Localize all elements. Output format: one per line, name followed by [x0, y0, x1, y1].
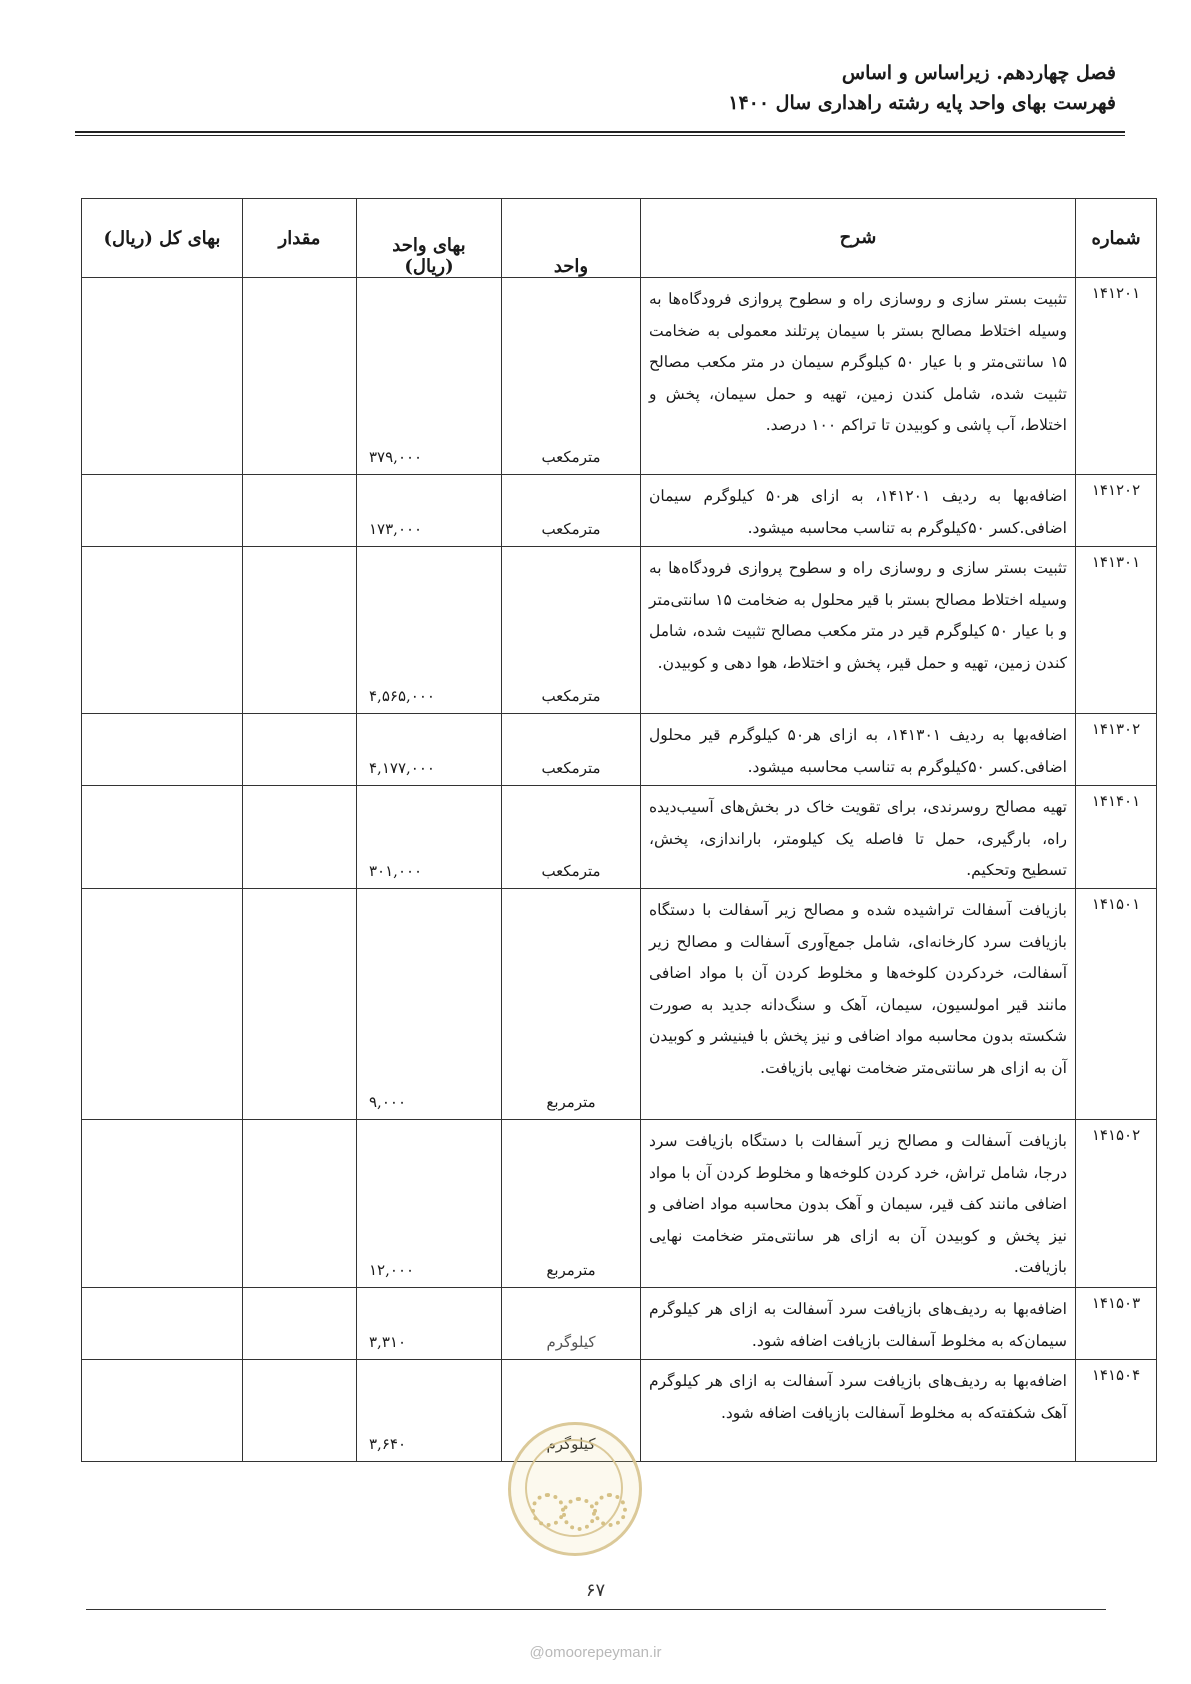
- table-row: [82, 1288, 1157, 1360]
- row-quantity: [243, 714, 357, 786]
- header-unit-price-label: بهای واحد: [392, 235, 466, 256]
- header-unit: واحد: [502, 199, 641, 278]
- row-number: ۱۴۱۴۰۱: [1076, 786, 1157, 889]
- page-number: ۶۷: [585, 1580, 606, 1601]
- row-unit-price: ۹,۰۰۰: [357, 889, 502, 1120]
- row-description: بازیافت آسفالت تراشیده شده و مصالح زیر آسفالت با دستگاه بازیافت سرد کارخانه‌ای، شامل جمع‌آوری آسفالت و مصالح زیر آسفالت، خردکردن کلوخه‌ها و مخلوط کردن آن با مواد اضافی مانند قیر امولسیون، سیمان، آهک و سنگ‌دانه جدید به صورت شکسته بدون محاسبه مواد اضافی و نیز پخش با فینیشر و کوبیدن آن به ازای هر سانتی‌متر ضخامت نهایی بازیافت.: [641, 889, 1076, 1120]
- row-number: ۱۴۱۲۰۱: [1076, 278, 1157, 475]
- row-total-price: [82, 889, 243, 1120]
- table-row: [82, 1120, 1157, 1288]
- publisher-seal-watermark: [508, 1422, 642, 1556]
- row-unit: مترمکعب: [502, 786, 641, 889]
- chapter-title: فصل چهاردهم. زیراساس و اساس: [841, 62, 1116, 84]
- row-unit-price: ۴,۵۶۵,۰۰۰: [357, 547, 502, 714]
- table-header-row: [82, 199, 1157, 278]
- row-quantity: [243, 1288, 357, 1360]
- page-header: [66, 58, 1116, 118]
- header-total-price: بهای کل (ریال): [82, 199, 243, 278]
- table-row: [82, 475, 1157, 547]
- row-description: اضافه‌بها به ردیف‌های بازیافت سرد آسفالت به ازای هر کیلوگرم آهک شکفته‌که به مخلوط آسفالت بازیافت اضافه شود.: [641, 1360, 1076, 1462]
- row-quantity: [243, 786, 357, 889]
- row-total-price: [82, 475, 243, 547]
- row-unit-price: ۱۷۳,۰۰۰: [357, 475, 502, 547]
- row-description: اضافه‌بها به ردیف‌های بازیافت سرد آسفالت به ازای هر کیلوگرم سیمان‌که به مخلوط آسفالت بازیافت اضافه شود.: [641, 1288, 1076, 1360]
- row-quantity: [243, 475, 357, 547]
- row-unit: مترمکعب: [502, 714, 641, 786]
- table-row: [82, 714, 1157, 786]
- row-total-price: [82, 1120, 243, 1288]
- document-subtitle: فهرست بهای واحد پایه رشته راهداری سال ۱۴۰۰: [728, 92, 1116, 114]
- header-unit-price: [357, 199, 502, 278]
- row-unit-price: ۴,۱۷۷,۰۰۰: [357, 714, 502, 786]
- row-unit: مترمکعب: [502, 278, 641, 475]
- row-unit-price: ۱۲,۰۰۰: [357, 1120, 502, 1288]
- row-quantity: [243, 547, 357, 714]
- row-unit-price: ۳,۳۱۰: [357, 1288, 502, 1360]
- row-description: بازیافت آسفالت و مصالح زیر آسفالت با دستگاه بازیافت سرد درجا، شامل تراش، خرد کردن کلوخه‌ها و مخلوط کردن آن با مواد اضافی مانند کف قیر، سیمان و آهک بدون محاسبه مواد اضافی و نیز پخش و کوبیدن آن به ازای هر سانتی‌متر ضخامت نهایی بازیافت.: [641, 1120, 1076, 1288]
- header-description: شرح: [641, 199, 1076, 278]
- row-number: ۱۴۱۵۰۲: [1076, 1120, 1157, 1288]
- table-row: [82, 547, 1157, 714]
- footer-rule: [86, 1609, 1106, 1610]
- row-number: ۱۴۱۵۰۳: [1076, 1288, 1157, 1360]
- seal-gear-icon: [593, 1493, 627, 1527]
- row-unit: کیلوگرم: [502, 1288, 641, 1360]
- row-total-price: [82, 278, 243, 475]
- header-rule-thin: [75, 135, 1125, 136]
- row-number: ۱۴۱۵۰۱: [1076, 889, 1157, 1120]
- row-description: تثبیت بستر سازی و روسازی راه و سطوح پروازی فرودگاه‌ها به وسیله اختلاط مصالح بستر با قیر محلول به ضخامت ۱۵ سانتی‌متر و با عیار ۵۰ کیلوگرم قیر در متر مکعب مصالح تثبیت شده، شامل کندن زمین، تهیه و حمل قیر، پخش و اختلاط، هوا دهی و کوبیدن.: [641, 547, 1076, 714]
- row-unit-price: ۳,۶۴۰: [357, 1360, 502, 1462]
- row-description: تثبیت بستر سازی و روسازی راه و سطوح پروازی فرودگاه‌ها به وسیله اختلاط مصالح بستر با سیمان پرتلند معمولی به ضخامت ۱۵ سانتی‌متر و با عیار ۵۰ کیلوگرم سیمان در متر مکعب مصالح تثبیت شده، شامل کندن زمین، تهیه و حمل سیمان، پخش و اختلاط، آب پاشی و کوبیدن تا تراکم ۱۰۰ درصد.: [641, 278, 1076, 475]
- site-watermark: @omoorepeyman.ir: [529, 1644, 662, 1661]
- row-total-price: [82, 1288, 243, 1360]
- row-quantity: [243, 889, 357, 1120]
- table-row: [82, 889, 1157, 1120]
- row-unit: مترمربع: [502, 1120, 641, 1288]
- row-number: ۱۴۱۵۰۴: [1076, 1360, 1157, 1462]
- header-number: شماره: [1076, 199, 1157, 278]
- row-unit: مترمکعب: [502, 547, 641, 714]
- row-quantity: [243, 278, 357, 475]
- row-unit: مترمکعب: [502, 475, 641, 547]
- row-number: ۱۴۱۲۰۲: [1076, 475, 1157, 547]
- row-number: ۱۴۱۳۰۲: [1076, 714, 1157, 786]
- row-unit-price: ۳۷۹,۰۰۰: [357, 278, 502, 475]
- seal-gear-icon: [531, 1493, 565, 1527]
- header-unit-price-sub: (ریال): [404, 256, 454, 277]
- row-unit-price: ۳۰۱,۰۰۰: [357, 786, 502, 889]
- row-quantity: [243, 1360, 357, 1462]
- row-quantity: [243, 1120, 357, 1288]
- row-description: اضافه‌بها به ردیف ۱۴۱۳۰۱، به ازای هر۵۰ کیلوگرم قیر محلول اضافی.کسر ۵۰کیلوگرم به تناسب محاسبه میشود.: [641, 714, 1076, 786]
- header-quantity: مقدار: [243, 199, 357, 278]
- row-unit: مترمربع: [502, 889, 641, 1120]
- row-number: ۱۴۱۳۰۱: [1076, 547, 1157, 714]
- header-rule-thick: [75, 131, 1125, 133]
- row-total-price: [82, 714, 243, 786]
- row-description: اضافه‌بها به ردیف ۱۴۱۲۰۱، به ازای هر۵۰ کیلوگرم سیمان اضافی.کسر ۵۰کیلوگرم به تناسب محاسبه میشود.: [641, 475, 1076, 547]
- row-description: تهیه مصالح روسرندی، برای تقویت خاک در بخش‌های آسیب‌دیده راه، بارگیری، حمل تا فاصله یک کیلومتر، باراندازی، پخش، تسطیح وتحکیم.: [641, 786, 1076, 889]
- row-total-price: [82, 547, 243, 714]
- row-total-price: [82, 1360, 243, 1462]
- table-row: [82, 786, 1157, 889]
- row-unit: کیلوگرم: [502, 1360, 641, 1462]
- row-total-price: [82, 786, 243, 889]
- table-row: [82, 278, 1157, 475]
- price-list-table: [81, 198, 1157, 1462]
- seal-gear-icon: [562, 1497, 596, 1531]
